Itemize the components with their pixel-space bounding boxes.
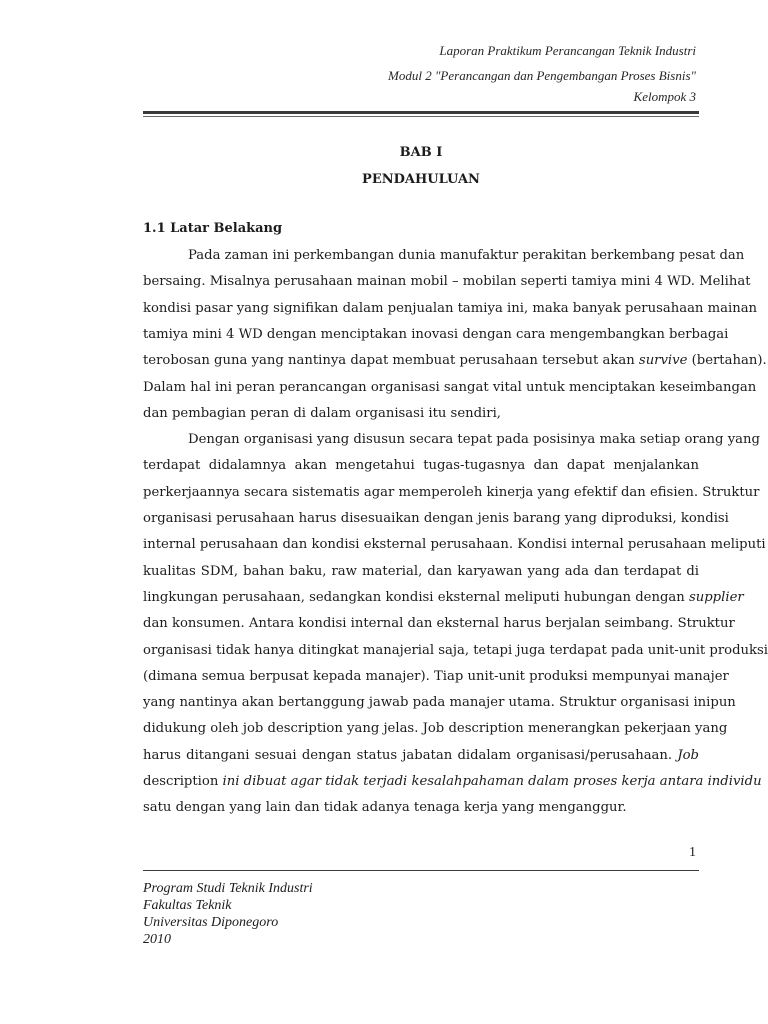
text-run: organisasi perusahaan harus disesuaikan dengan jenis barang yang diproduksi, kondisi (143, 511, 729, 526)
text-run: organisasi tidak hanya ditingkat manajerial saja, tetapi juga terdapat pada unit-unit produksi (143, 642, 768, 658)
paragraph-1-line (143, 405, 699, 423)
text-run: harus ditangani sesuai dengan status jabatan didalam organisasi/perusahaan. (143, 747, 678, 763)
footer-faculty: Fakultas Teknik (143, 898, 232, 913)
text-run: satu dengan yang lain dan tidak adanya tenaga kerja yang menganggur. (143, 800, 627, 816)
paragraph-2-line (143, 536, 766, 554)
italic-term: Job (677, 747, 699, 763)
header-report-title: Laporan Praktikum Perancangan Teknik Industri (439, 43, 696, 58)
paragraph-2-line (188, 431, 760, 449)
italic-term: supplier (688, 589, 744, 605)
header-module-title: Modul 2 "Perancangan dan Pengembangan Proses Bisnis" (388, 68, 696, 83)
paragraph-1-line (143, 326, 729, 344)
text-run: dan konsumen. Antara kondisi internal dan eksternal harus berjalan seimbang. Struktur (143, 616, 735, 632)
text-run: internal perusahaan dan kondisi eksternal perusahaan. Kondisi internal perusahaan meliputi (143, 537, 766, 553)
italic-term: survive (638, 353, 688, 369)
paragraph-2-line (143, 510, 729, 528)
text-run: yang nantinya akan bertanggung jawab pada manajer utama. Struktur organisasi inipun (143, 695, 736, 711)
footer-program: Program Studi Teknik Industri (143, 881, 313, 896)
text-run: kondisi pasar yang signifikan dalam penjualan tamiya ini, maka banyak perusahaan mainan (143, 300, 758, 316)
footer-university: Universitas Diponegoro (143, 915, 279, 930)
text-run: Dengan organisasi yang disusun secara tepat pada posisinya maka setiap orang yang (188, 432, 760, 448)
text-run: bersaing. Misalnya perusahaan mainan mobil – mobilan seperti tamiya mini 4 WD. Melihat (143, 274, 751, 290)
paragraph-2-line (143, 668, 729, 686)
text-run: dan pembagian peran di dalam organisasi itu sendiri, (143, 405, 501, 421)
text-run: description (143, 774, 219, 789)
footer-year: 2010 (143, 932, 171, 947)
paragraph-2-line (143, 694, 736, 712)
paragraph-1-line (143, 379, 757, 397)
paragraph-2-line (143, 720, 728, 738)
text-run: kualitas SDM, bahan baku, raw material, dan karyawan yang ada dan terdapat di (143, 563, 699, 579)
paragraph-2-line (143, 747, 699, 765)
text-run: didukung oleh job description yang jelas. Job description menerangkan pekerjaan yang (143, 721, 728, 737)
italic-term: ini dibuat agar tidak terjadi kesalahpahaman dalam proses kerja antara individu (218, 774, 762, 789)
text-run: Pada zaman ini perkembangan dunia manufaktur perakitan berkembang pesat dan (188, 248, 745, 263)
text-run: Dalam hal ini peran perancangan organisasi sangat vital untuk menciptakan keseimbangan (143, 379, 757, 395)
paragraph-1-line (188, 247, 745, 265)
text-run: (bertahan). (687, 353, 767, 369)
text-run: (dimana semua berpusat kepada manajer). Tiap unit-unit produksi mempunyai manajer (143, 668, 729, 684)
chapter-number: BAB I (399, 145, 443, 160)
paragraph-2-line (143, 799, 699, 817)
footer-divider (143, 870, 699, 871)
header-divider (143, 111, 699, 114)
paragraph-2-line (143, 773, 762, 791)
paragraph-2-line (143, 589, 744, 607)
header-group: Kelompok 3 (633, 89, 696, 104)
text-run: perkerjaannya secara sistematis agar memperoleh kinerja yang efektif dan efisien. Struktur (143, 484, 760, 500)
paragraph-1-line (143, 273, 751, 291)
paragraph-2-line (143, 615, 735, 633)
page-number: 1 (689, 845, 696, 860)
text-run: lingkungan perusahaan, sedangkan kondisi eksternal meliputi hubungan dengan (143, 589, 689, 605)
paragraph-1-line (143, 352, 767, 370)
text-run: tamiya mini 4 WD dengan menciptakan inovasi dengan cara mengembangkan berbagai (143, 326, 729, 342)
paragraph-2-line (143, 642, 768, 660)
paragraph-1-line (143, 300, 758, 318)
paragraph-2-line (143, 457, 699, 475)
section-title: 1.1 Latar Belakang (143, 221, 283, 236)
header-divider-thin (143, 116, 699, 117)
text-run: terobosan guna yang nantinya dapat membuat perusahaan tersebut akan (143, 353, 639, 369)
paragraph-2-line (143, 484, 760, 502)
text-run: terdapat didalamnya akan mengetahui tugas-tugasnya dan dapat menjalankan (143, 458, 699, 474)
chapter-title: PENDAHULUAN (362, 172, 480, 187)
paragraph-2-line (143, 563, 699, 581)
